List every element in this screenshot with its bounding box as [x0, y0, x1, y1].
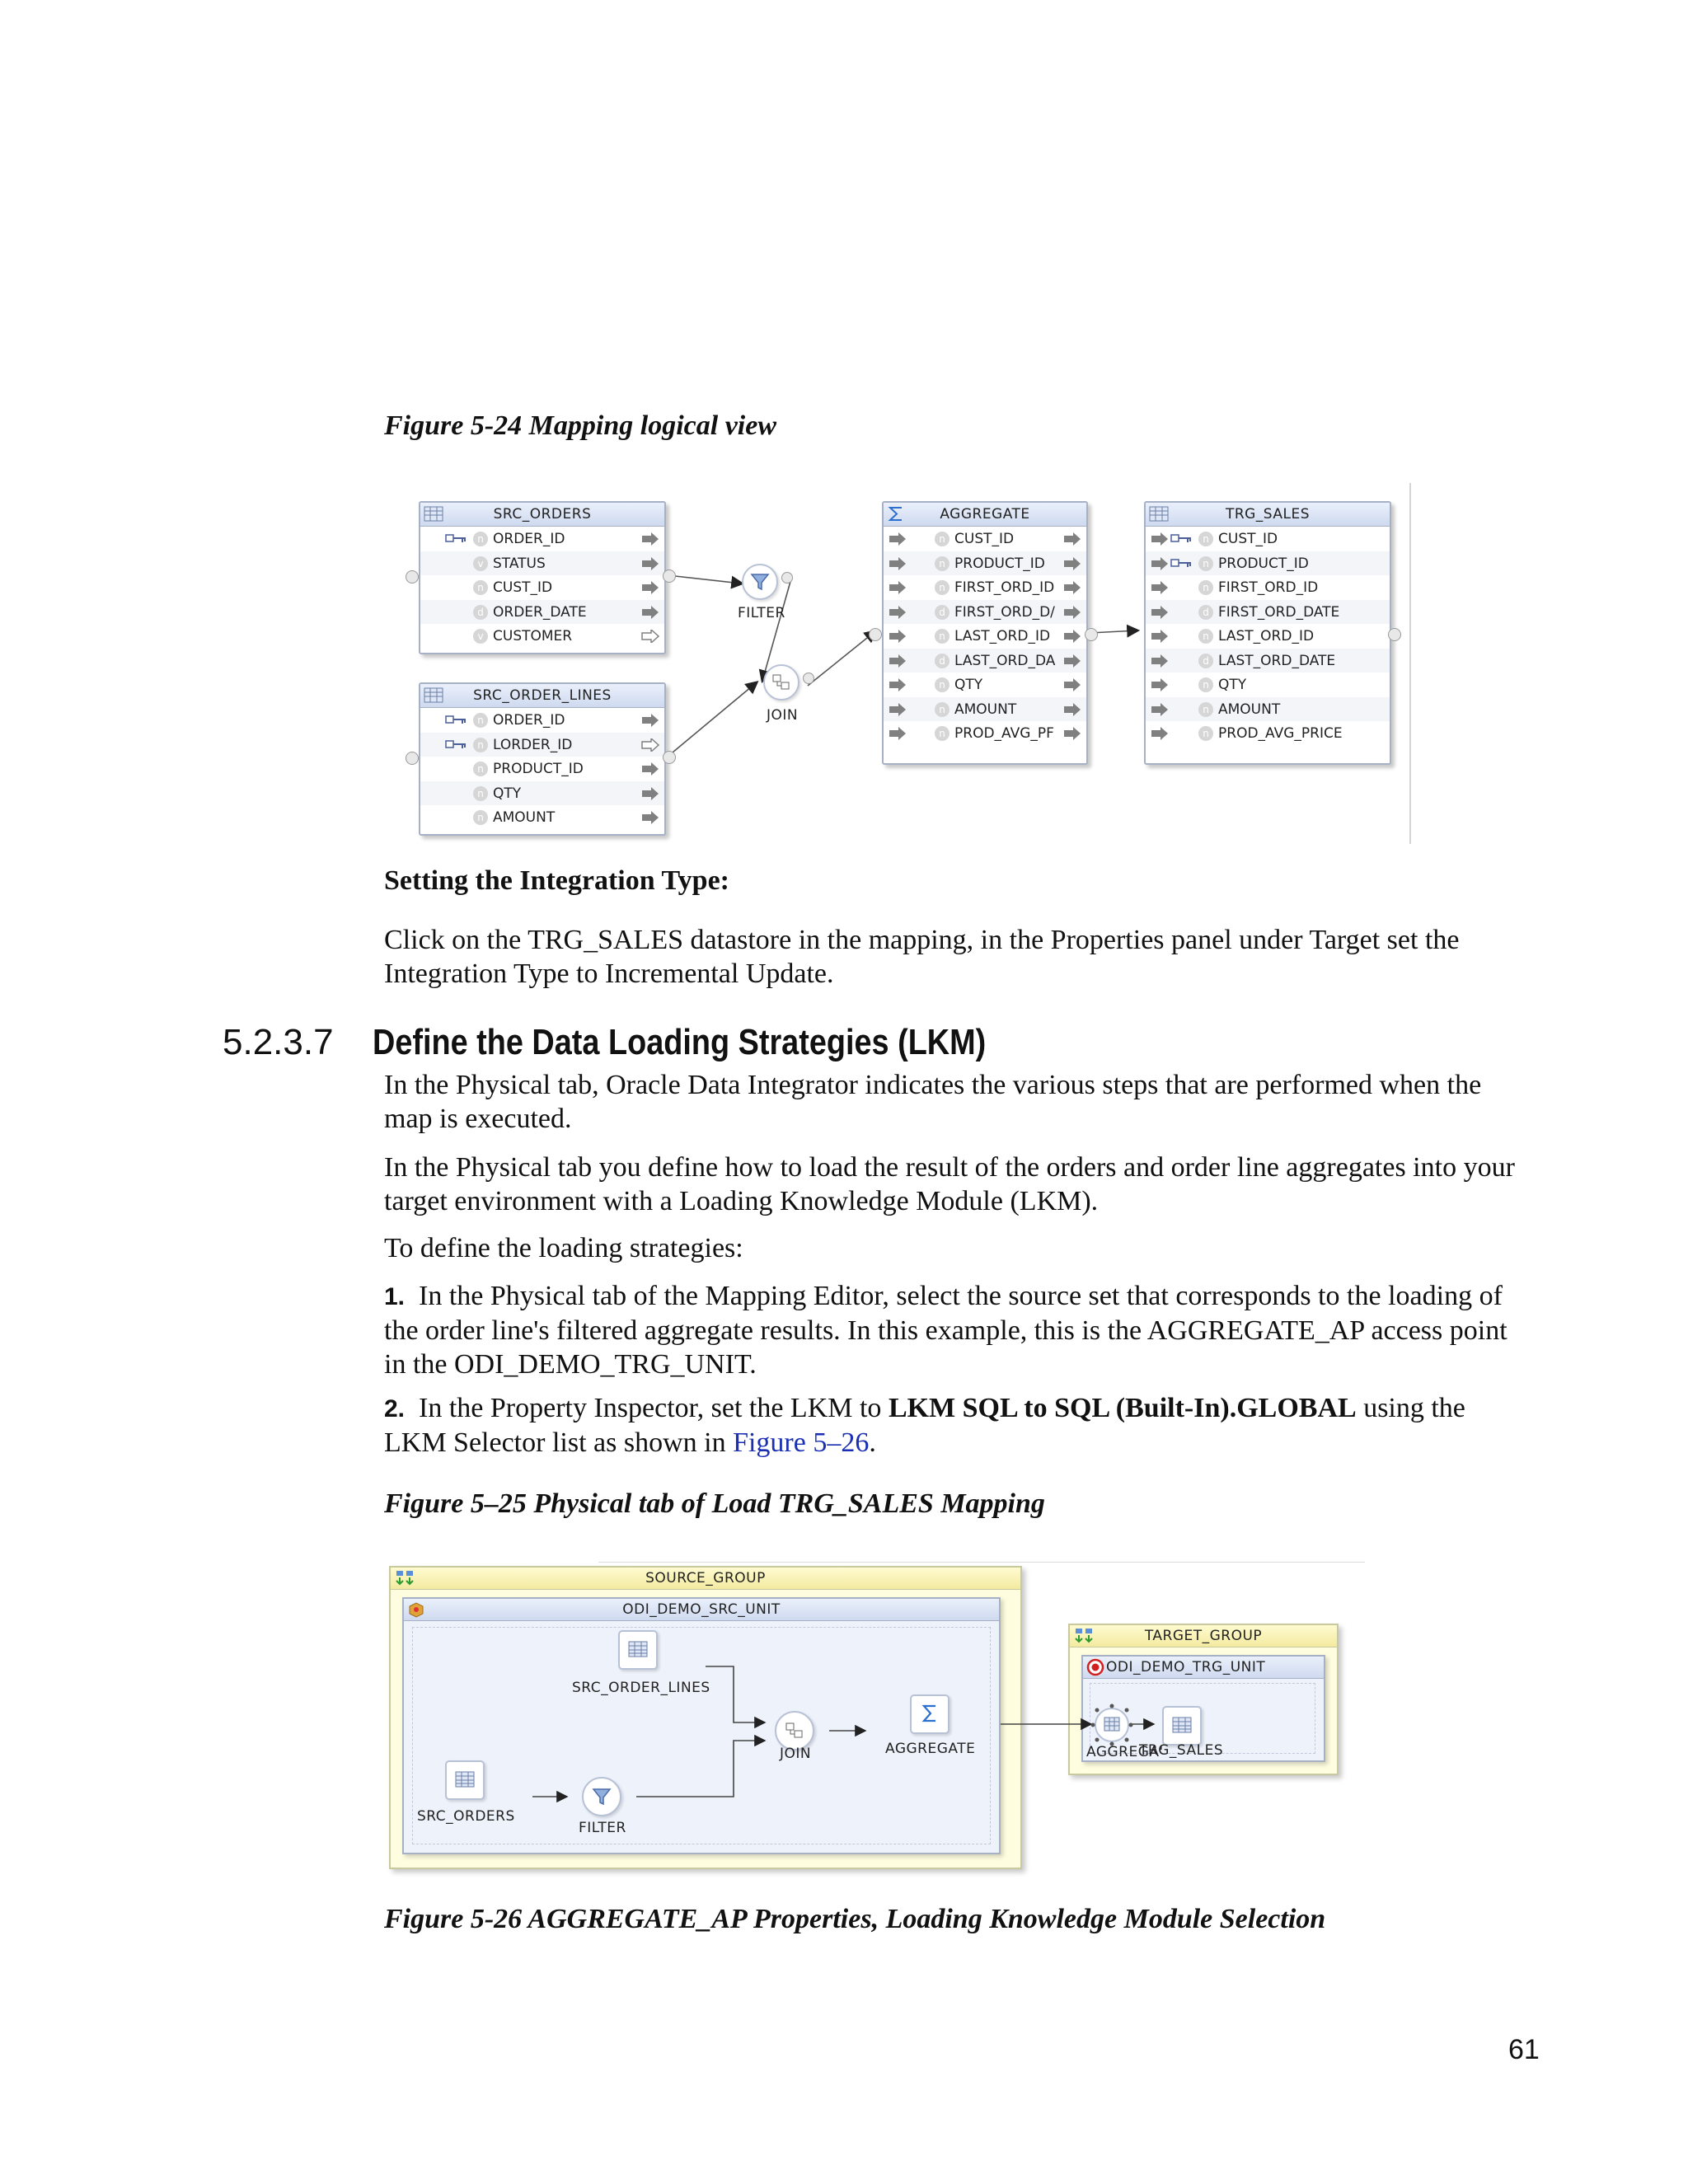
target-group-title: TARGET_GROUP: [1144, 1628, 1263, 1644]
aggregate-out-port[interactable]: [1085, 628, 1098, 641]
src-order-lines-out-port[interactable]: [663, 751, 676, 764]
column-row[interactable]: [1146, 527, 1390, 551]
number-type-icon: n: [1198, 677, 1213, 692]
access-point-icon: [1090, 1703, 1134, 1747]
column-row[interactable]: [420, 551, 664, 576]
column-row[interactable]: [884, 527, 1086, 551]
number-type-icon: n: [935, 580, 950, 595]
src-order-lines-columns: [420, 708, 664, 830]
input-expression-arrow-icon: [889, 606, 907, 619]
filter-icon: [592, 1787, 612, 1807]
column-label: AMOUNT: [493, 809, 556, 826]
column-row[interactable]: [420, 575, 664, 600]
number-type-icon: n: [1198, 702, 1213, 717]
key-icon: [445, 714, 467, 725]
output-arrow-icon: [641, 606, 659, 619]
filter-label: FILTER: [738, 605, 785, 621]
number-type-icon: n: [473, 713, 488, 728]
key-icon: [1170, 532, 1192, 544]
column-label: QTY: [493, 785, 522, 802]
input-arrow-icon: [1151, 727, 1169, 740]
trg-sales-node[interactable]: [1162, 1706, 1202, 1746]
output-arrow-icon: [641, 581, 659, 594]
column-row[interactable]: [1146, 721, 1390, 746]
column-label: CUST_ID: [954, 531, 1015, 547]
input-arrow-icon: [1151, 532, 1169, 546]
column-row[interactable]: [884, 575, 1086, 600]
column-row[interactable]: [1146, 551, 1390, 576]
column-row[interactable]: [1146, 575, 1390, 600]
column-label: ORDER_ID: [493, 531, 565, 547]
column-label: CUST_ID: [493, 579, 553, 596]
column-row[interactable]: [420, 733, 664, 757]
number-type-icon: n: [935, 677, 950, 692]
number-type-icon: n: [473, 532, 488, 546]
column-label: ORDER_ID: [493, 712, 565, 729]
output-arrow-icon: [1063, 654, 1081, 668]
table-icon: [455, 1771, 475, 1788]
date-type-icon: d: [935, 654, 950, 668]
physical-tab-diagram: [384, 1558, 1365, 1879]
input-arrow-icon: [889, 678, 907, 691]
aggregate-component[interactable]: [882, 501, 1088, 765]
step-2-text-end: .: [869, 1427, 876, 1458]
key-icon: [445, 738, 467, 750]
trg-sales-label: TRG_SALES: [1139, 1742, 1224, 1759]
filter-out-port[interactable]: [781, 572, 793, 583]
section-paragraph-2: In the Physical tab you define how to load the result of the orders and order line aggregates into your target environment with a Loading Knowledge Module (LKM).: [384, 1152, 1515, 1216]
input-expression-arrow-icon: [889, 727, 907, 740]
column-row[interactable]: [420, 624, 664, 649]
join-icon: [771, 673, 791, 692]
column-row[interactable]: [884, 649, 1086, 673]
output-arrow-icon: [1063, 703, 1081, 716]
figure-5-24-caption: Figure 5-24 Mapping logical view: [384, 410, 776, 441]
figure-5-26-link[interactable]: Figure 5–26: [733, 1427, 870, 1458]
filter-node[interactable]: [582, 1777, 621, 1816]
number-type-icon: n: [935, 629, 950, 644]
output-arrow-icon: [641, 714, 659, 727]
number-type-icon: n: [473, 580, 488, 595]
column-row[interactable]: [884, 673, 1086, 697]
output-arrow-outline-icon: [641, 630, 659, 643]
column-row[interactable]: [420, 757, 664, 781]
src-orders-columns: [420, 527, 664, 649]
aggregate-ap-label: AGGREGA': [1086, 1744, 1164, 1760]
filter-node[interactable]: [742, 564, 778, 600]
column-row[interactable]: [884, 600, 1086, 625]
column-label: PRODUCT_ID: [493, 761, 584, 777]
step-2-text-pre: In the Property Inspector, set the LKM to: [419, 1393, 882, 1423]
column-label: PROD_AVG_PF: [954, 725, 1054, 742]
output-arrow-icon: [641, 811, 659, 824]
step-2-text-mid: using the LKM Selector list as shown in: [384, 1393, 1465, 1458]
number-type-icon: n: [1198, 580, 1213, 595]
trg-sales-out-port[interactable]: [1388, 628, 1401, 641]
number-type-icon: n: [473, 738, 488, 752]
output-arrow-icon: [641, 787, 659, 800]
mapping-logical-view-diagram: [396, 478, 1418, 845]
integration-type-heading: Setting the Integration Type:: [384, 865, 730, 896]
step-1-text: In the Physical tab of the Mapping Editor, select the source set that corresponds to the loading of the order line's filtered aggregate results. In this example, this is the AGGREGATE_AP access point in the ODI_DEMO_TRG_UNIT.: [384, 1281, 1507, 1380]
input-arrow-icon: [1151, 606, 1169, 619]
src-order-lines-datastore[interactable]: [419, 682, 666, 836]
section-title: Define the Data Loading Strategies (LKM): [373, 1022, 987, 1062]
source-group-title: SOURCE_GROUP: [645, 1570, 766, 1586]
trg-sales-datastore[interactable]: [1144, 501, 1391, 765]
src-orders-out-port[interactable]: [663, 569, 676, 583]
src-order-lines-label: SRC_ORDER_LINES: [572, 1680, 710, 1696]
src-order-lines-title: SRC_ORDER_LINES: [473, 687, 612, 704]
src-orders-label: SRC_ORDERS: [417, 1808, 515, 1825]
number-type-icon: n: [473, 810, 488, 825]
column-row[interactable]: [884, 551, 1086, 576]
column-label: ORDER_DATE: [493, 603, 587, 621]
join-out-port[interactable]: [803, 673, 814, 684]
trg-sales-title: TRG_SALES: [1225, 506, 1311, 523]
aggregate-label: AGGREGATE: [885, 1741, 976, 1757]
column-label: STATUS: [493, 555, 546, 572]
column-label: LAST_ORD_DA: [954, 652, 1056, 669]
column-row[interactable]: [1146, 649, 1390, 673]
src-orders-title: SRC_ORDERS: [493, 506, 592, 523]
varchar-type-icon: v: [473, 629, 488, 644]
output-arrow-icon: [1063, 581, 1081, 594]
sigma-icon: [920, 1704, 940, 1723]
aggregate-in-port[interactable]: [869, 628, 882, 641]
table-icon: [628, 1641, 648, 1657]
trg-sales-header: [1146, 503, 1390, 527]
output-arrow-icon: [1063, 678, 1081, 691]
date-type-icon: d: [1198, 605, 1213, 620]
page-number: 61: [1508, 2034, 1540, 2065]
column-label: CUST_ID: [1218, 531, 1278, 547]
trg-sales-columns: [1146, 527, 1390, 746]
number-type-icon: n: [935, 726, 950, 741]
output-arrow-icon: [641, 557, 659, 570]
output-arrow-icon: [641, 532, 659, 546]
physical-connectors: [384, 1558, 1365, 1879]
input-arrow-icon: [1151, 654, 1169, 668]
join-label: JOIN: [780, 1746, 812, 1762]
src-orders-datastore[interactable]: [419, 501, 666, 654]
src-order-lines-node[interactable]: [618, 1630, 658, 1670]
number-type-icon: n: [473, 762, 488, 776]
aggregate-columns: [884, 527, 1086, 746]
input-arrow-icon: [1151, 557, 1169, 570]
section-paragraph-3: To define the loading strategies:: [384, 1233, 743, 1263]
table-icon: [1172, 1717, 1192, 1733]
column-label: LAST_ORD_DATE: [1218, 652, 1336, 669]
step-1: [384, 1279, 1522, 1381]
column-label: AMOUNT: [1218, 701, 1281, 718]
src-orders-header: [420, 503, 664, 527]
key-icon: [445, 532, 467, 544]
filter-label: FILTER: [579, 1820, 626, 1836]
output-arrow-icon: [1063, 532, 1081, 546]
date-type-icon: d: [473, 605, 488, 620]
src-orders-node[interactable]: [445, 1760, 485, 1800]
number-type-icon: n: [935, 556, 950, 571]
step-2-number: 2.: [384, 1395, 406, 1422]
aggregate-header: [884, 503, 1086, 527]
column-label: PRODUCT_ID: [954, 555, 1045, 572]
input-arrow-icon: [889, 532, 907, 546]
column-row[interactable]: [884, 624, 1086, 649]
date-type-icon: d: [1198, 654, 1213, 668]
column-label: PROD_AVG_PRICE: [1218, 725, 1343, 742]
column-row[interactable]: [420, 708, 664, 733]
column-label: AMOUNT: [954, 701, 1017, 718]
varchar-type-icon: v: [473, 556, 488, 571]
number-type-icon: n: [935, 532, 950, 546]
column-label: LAST_ORD_ID: [954, 628, 1051, 644]
input-expression-arrow-icon: [889, 630, 907, 643]
input-expression-arrow-icon: [889, 654, 907, 668]
aggregate-ap-node[interactable]: [1090, 1703, 1134, 1747]
input-arrow-icon: [1151, 678, 1169, 691]
filter-icon: [750, 572, 770, 592]
src-order-lines-header: [420, 684, 664, 708]
input-expression-arrow-icon: [889, 581, 907, 594]
column-label: FIRST_ORD_ID: [1218, 579, 1319, 596]
column-label: CUSTOMER: [493, 628, 573, 644]
output-arrow-icon: [641, 762, 659, 776]
input-expression-arrow-icon: [889, 703, 907, 716]
column-row[interactable]: [1146, 624, 1390, 649]
column-label: FIRST_ORD_DATE: [1218, 603, 1340, 621]
output-arrow-icon: [1063, 630, 1081, 643]
number-type-icon: n: [1198, 726, 1213, 741]
section-paragraph-1: In the Physical tab, Oracle Data Integrator indicates the various steps that are performed when the map is executed.: [384, 1070, 1482, 1134]
output-arrow-outline-icon: [641, 738, 659, 752]
column-row[interactable]: [420, 527, 664, 551]
number-type-icon: n: [1198, 556, 1213, 571]
column-row[interactable]: [884, 697, 1086, 722]
column-row[interactable]: [1146, 673, 1390, 697]
input-arrow-icon: [889, 557, 907, 570]
column-row[interactable]: [420, 781, 664, 806]
join-label: JOIN: [767, 707, 799, 724]
input-arrow-icon: [1151, 581, 1169, 594]
column-label: LORDER_ID: [493, 736, 573, 753]
section-number: 5.2.3.7: [223, 1022, 334, 1062]
column-label: QTY: [1218, 677, 1247, 693]
column-row[interactable]: [884, 721, 1086, 746]
output-arrow-icon: [1063, 606, 1081, 619]
aggregate-title: AGGREGATE: [940, 506, 1030, 523]
column-row[interactable]: [1146, 600, 1390, 625]
column-label: PRODUCT_ID: [1218, 555, 1309, 572]
column-label: FIRST_ORD_D/: [954, 603, 1055, 621]
input-arrow-icon: [1151, 630, 1169, 643]
join-node[interactable]: [775, 1711, 814, 1750]
src-unit-title: ODI_DEMO_SRC_UNIT: [622, 1601, 781, 1618]
column-label: LAST_ORD_ID: [1218, 628, 1315, 644]
step-2: [384, 1391, 1522, 1460]
aggregate-node[interactable]: [910, 1694, 950, 1734]
output-arrow-icon: [1063, 727, 1081, 740]
date-type-icon: d: [935, 605, 950, 620]
column-row[interactable]: [420, 600, 664, 625]
number-type-icon: n: [1198, 629, 1213, 644]
number-type-icon: n: [935, 702, 950, 717]
number-type-icon: n: [473, 786, 488, 801]
output-arrow-icon: [1063, 557, 1081, 570]
trg-unit-title: ODI_DEMO_TRG_UNIT: [1106, 1659, 1266, 1675]
number-type-icon: n: [1198, 532, 1213, 546]
step-2-lkm-name: LKM SQL to SQL (Built-In).GLOBAL: [888, 1393, 1357, 1423]
key-icon: [1170, 557, 1192, 569]
figure-5-26-caption: Figure 5-26 AGGREGATE_AP Properties, Loading Knowledge Module Selection: [384, 1904, 1326, 1934]
figure-5-25-caption: Figure 5–25 Physical tab of Load TRG_SALES Mapping: [384, 1488, 1045, 1519]
step-1-number: 1.: [384, 1283, 406, 1310]
column-label: FIRST_ORD_ID: [954, 579, 1055, 596]
src-order-lines-port[interactable]: [406, 752, 419, 765]
src-orders-port[interactable]: [406, 570, 419, 583]
column-label: QTY: [954, 677, 983, 693]
integration-type-text: Click on the TRG_SALES datastore in the mapping, in the Properties panel under Target set the Integration Type to Incremental Update.: [384, 925, 1460, 989]
column-row[interactable]: [1146, 697, 1390, 722]
column-row[interactable]: [420, 805, 664, 830]
join-icon: [785, 1721, 804, 1741]
join-node[interactable]: [763, 664, 799, 701]
input-arrow-icon: [1151, 703, 1169, 716]
